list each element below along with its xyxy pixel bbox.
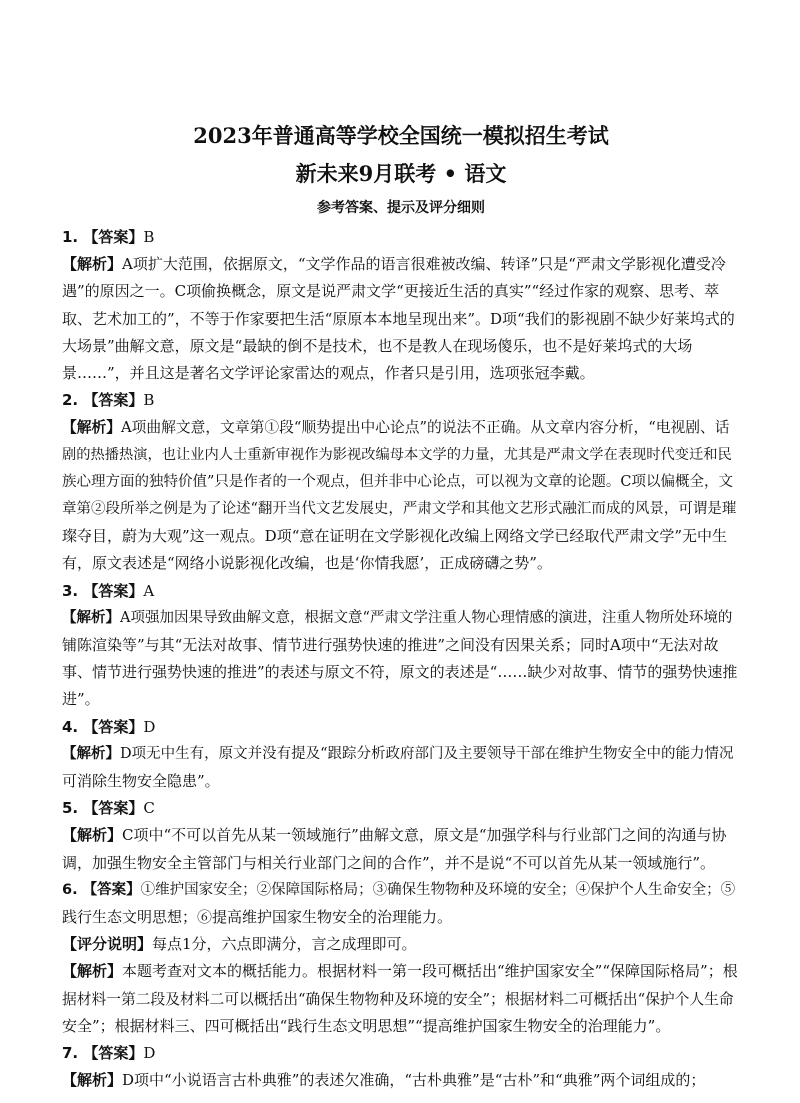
- text-line: [62, 442, 740, 469]
- line-text: 可消除生物安全隐患”。: [62, 772, 220, 791]
- line-tag: 【解析】: [62, 255, 123, 274]
- line-tag: 4. 【答案】: [62, 717, 144, 736]
- text-line: [62, 306, 740, 333]
- line-text: A项强加因果导致曲解文意，根据文意“严肃文学注重人物心理情感的演进，注重人物所处环境的: [120, 609, 733, 626]
- line-tag: 【解析】: [62, 419, 121, 437]
- page-caption: 参考答案、提示及评分细则: [317, 200, 485, 216]
- line-text: 有，原文表述是“网络小说影视化改编，也是‘你情我愿’，正成磅礴之势”。: [62, 554, 552, 573]
- line-tag: 【解析】: [62, 745, 120, 762]
- text-line: [62, 822, 740, 849]
- text-line: [62, 251, 740, 278]
- line-text: 遇”的原因之一。C项偷换概念，原文是说严肃文学“更接近生活的真实”“经过作家的观察、思考、萃: [62, 282, 720, 301]
- text-line: [62, 958, 740, 985]
- line-text: 本题考查对文本的概括能力。根据材料一第一段可概括出“维护国家安全”“保障国际格局”；根: [122, 962, 738, 981]
- line-text: D项中“小说语言古朴典雅”的表述欠准确，“古朴典雅”是“古朴”和“典雅”两个词组成的；: [122, 1071, 706, 1090]
- text-line: [62, 469, 740, 496]
- line-text: B: [143, 228, 155, 246]
- line-text: 族心理方面的独特价值”只是作者的一个观点，但并非中心论点，可以视为文章的论题。C项以偏概全，文: [62, 473, 734, 490]
- line-tag: 【解析】: [62, 609, 120, 626]
- line-tag: 【解析】: [62, 962, 123, 981]
- text-line: [62, 387, 740, 414]
- line-text: 调，加强生物安全主管部门与相关行业部门之间的合作”，并不是说“不可以首先从某一领域施行”。: [62, 853, 716, 872]
- line-text: 每点1分，六点即满分，言之成理即可。: [152, 935, 417, 954]
- line-text: 璨夺目，蔚为大观”这一观点。D项“意在证明在文学影视化改编上网络文学已经取代严肃文学”无中生: [62, 527, 728, 546]
- line-text: D: [143, 1044, 156, 1063]
- line-text: A项曲解文意，文章第①段“顺势提出中心论点”的说法不正确。从文章内容分析，“电视剧、话: [121, 419, 730, 437]
- text-line: [62, 768, 740, 795]
- text-line: [62, 550, 740, 577]
- line-text: 景……”，并且这是著名文学评论家雷达的观点，作者只是引用，选项张冠李戴。: [62, 364, 595, 383]
- line-text: 剧的热播热演，也让业内人士重新审视作为影视改编母本文学的力量，尤其是严肃文学在表现时代变迁和民: [62, 446, 732, 463]
- text-line: [62, 1067, 740, 1094]
- page-title: 2023年普通高等学校全国统一模拟招生考试: [193, 123, 609, 148]
- line-text: 章第②段所举之例是为了论述“翻开当代文艺发展史，严肃文学和其他文艺形式融汇而成的风景，可谓是璀: [62, 501, 737, 518]
- line-text: 铺陈渲染等”与其“无法对故事、情节进行强势快速的推进”之间没有因果关系；同时A项中“无法对故: [62, 636, 719, 655]
- line-text: A: [143, 581, 155, 600]
- text-line: [62, 278, 740, 305]
- line-text: 安全”；根据材料三、四可概括出“践行生态文明思想”“提高维护国家生物安全的治理能力”。: [62, 1016, 671, 1035]
- line-text: 事、情节进行强势快速的推进”的表述与原文不符，原文的表述是“……缺少对故事、情节的强势快速推: [62, 663, 738, 682]
- line-tag: 【评分说明】: [62, 935, 153, 954]
- line-text: ①维护国家安全；②保障国际格局；③确保生物物种及环境的安全；④保护个人生命安全；⑤: [140, 881, 736, 898]
- line-tag: 5. 【答案】: [62, 799, 144, 818]
- line-text: C项中“不可以首先从某一领域施行”曲解文意，原文是“加强学科与行业部门之间的沟通与协: [122, 826, 727, 845]
- line-text: A项扩大范围，依据原文，“文学作品的语言很难被改编、转译”只是“严肃文学影视化遭受冷: [122, 255, 726, 274]
- text-line: [62, 686, 740, 713]
- text-line: [62, 850, 740, 877]
- line-tag: 6. 【答案】: [62, 881, 141, 898]
- text-line: [62, 795, 740, 822]
- line-tag: 1. 【答案】: [62, 228, 144, 246]
- line-tag: 【解析】: [62, 1071, 123, 1090]
- text-line: [62, 1040, 740, 1067]
- line-text: 践行生态文明思想；⑥提高维护国家生物安全的治理能力。: [62, 908, 453, 927]
- line-text: 进”。: [62, 690, 100, 709]
- text-line: [62, 714, 740, 741]
- line-text: C: [143, 799, 155, 818]
- text-line: [62, 1013, 740, 1040]
- line-text: D项无中生有，原文并没有提及“跟踪分析政府部门及主要领导干部在维护生物安全中的能力情况: [120, 745, 734, 762]
- text-line: [62, 605, 740, 632]
- text-line: [62, 360, 740, 387]
- text-line: [62, 578, 740, 605]
- line-text: 据材料一第二段及材料二可以概括出“确保生物物种及环境的安全”；根据材料二可概括出“保护个人生命: [62, 990, 734, 1008]
- line-text: 大场景”曲解文意，原文是“最缺的倒不是技术，也不是教人在现场傻乐，也不是好莱坞式的大场: [62, 336, 693, 355]
- line-text: B: [143, 391, 155, 410]
- text-line: [62, 877, 740, 904]
- text-line: [62, 496, 740, 523]
- line-text: D: [143, 717, 156, 736]
- text-line: [62, 414, 740, 441]
- line-tag: 7. 【答案】: [62, 1044, 144, 1063]
- text-line: [62, 986, 740, 1013]
- answer-content: [62, 224, 740, 1095]
- line-tag: 2. 【答案】: [62, 391, 144, 410]
- text-line: [62, 224, 740, 251]
- text-line: [62, 931, 740, 958]
- text-line: [62, 632, 740, 659]
- text-line: [62, 523, 740, 550]
- text-line: [62, 741, 740, 768]
- line-tag: 3. 【答案】: [62, 581, 144, 600]
- line-text: 取、艺术加工的”，不等于作家要把生活“原原本本地呈现出来”。D项“我们的影视剧不缺少好莱坞式的: [62, 309, 735, 328]
- text-line: [62, 659, 740, 686]
- text-line: [62, 333, 740, 360]
- line-tag: 【解析】: [62, 826, 123, 845]
- page-subtitle: 新未来9月联考 • 语文: [295, 161, 507, 186]
- text-line: [62, 904, 740, 931]
